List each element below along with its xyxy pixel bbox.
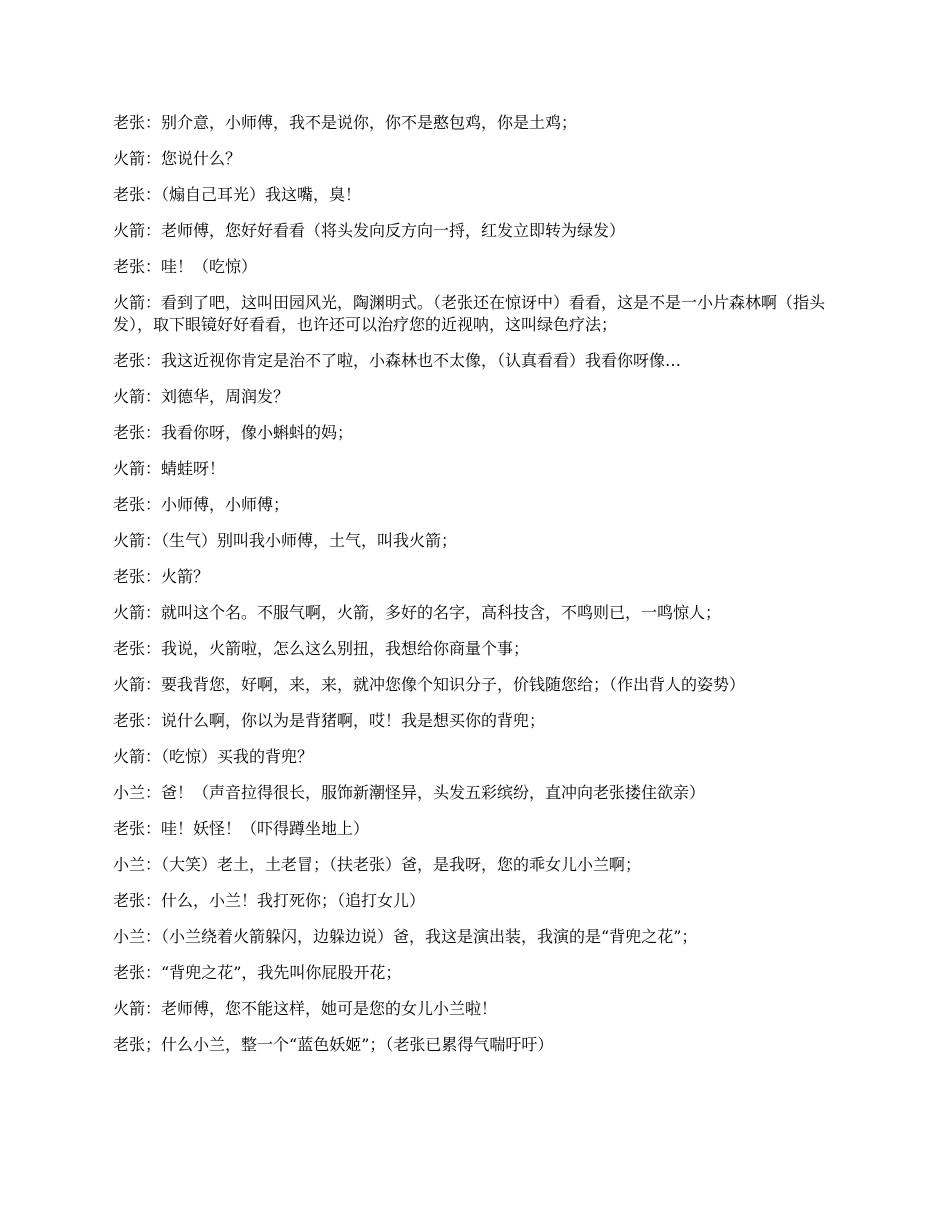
dialogue-line xyxy=(113,746,833,768)
dialogue-text: 说什么啊，你以为是背猪啊，哎！我是想买你的背兜； xyxy=(161,711,546,730)
dialogue-text: 哇！妖怪！（吓得蹲坐地上） xyxy=(161,819,370,838)
speaker-name: 火箭： xyxy=(113,149,162,168)
dialogue-text: 什么小兰，整一个“蓝色妖姬”；（老张已累得气喘吁吁） xyxy=(161,1035,554,1054)
speaker-name: 火箭： xyxy=(113,387,162,406)
speaker-name: 老张： xyxy=(113,963,162,982)
dialogue-text: 老师傅，您不能这样，她可是您的女儿小兰啦！ xyxy=(161,999,498,1018)
speaker-name: 火箭： xyxy=(113,531,162,550)
dialogue-line xyxy=(113,1034,833,1056)
dialogue-text: 我说，火箭啦，怎么这么别扭，我想给你商量个事； xyxy=(161,639,530,658)
dialogue-text: 您说什么？ xyxy=(161,149,242,168)
speaker-name: 老张： xyxy=(113,495,162,514)
dialogue-line xyxy=(113,854,833,876)
script-body xyxy=(113,112,833,1070)
dialogue-text: 小师傅，小师傅； xyxy=(161,495,290,514)
speaker-name: 火箭： xyxy=(113,675,162,694)
dialogue-line xyxy=(113,458,833,480)
dialogue-text: （吃惊）买我的背兜？ xyxy=(161,747,314,766)
dialogue-line xyxy=(113,256,833,278)
dialogue-text: 什么，小兰！我打死你；（追打女儿） xyxy=(161,891,426,910)
speaker-name: 老张： xyxy=(113,819,162,838)
dialogue-line xyxy=(113,998,833,1020)
dialogue-line xyxy=(113,422,833,444)
speaker-name: 火箭： xyxy=(113,999,162,1018)
dialogue-text: （生气）别叫我小师傅，土气，叫我火箭； xyxy=(161,531,458,550)
speaker-name: 小兰： xyxy=(113,855,162,874)
speaker-name: 老张； xyxy=(113,1035,162,1054)
dialogue-line xyxy=(113,148,833,170)
speaker-name: 老张： xyxy=(113,257,162,276)
dialogue-text: 老师傅，您好好看看（将头发向反方向一捋，红发立即转为绿发） xyxy=(161,221,626,240)
dialogue-line xyxy=(113,566,833,588)
dialogue-text: （大笑）老土，土老冒；（扶老张）爸，是我呀，您的乖女儿小兰啊； xyxy=(161,855,642,874)
dialogue-line xyxy=(113,530,833,552)
speaker-name: 老张： xyxy=(113,423,162,442)
speaker-name: 老张： xyxy=(113,567,162,586)
dialogue-line xyxy=(113,890,833,912)
dialogue-line xyxy=(113,494,833,516)
speaker-name: 小兰： xyxy=(113,783,162,802)
speaker-name: 火箭： xyxy=(113,459,162,478)
speaker-name: 老张： xyxy=(113,711,162,730)
speaker-name: 老张： xyxy=(113,351,162,370)
dialogue-text: （小兰绕着火箭躲闪，边躲边说）爸，我这是演出装，我演的是“背兜之花”； xyxy=(161,927,698,946)
dialogue-line xyxy=(113,926,833,948)
dialogue-line xyxy=(113,350,833,372)
dialogue-text: 火箭？ xyxy=(161,567,210,586)
dialogue-line xyxy=(113,112,833,134)
speaker-name: 火箭： xyxy=(113,603,162,622)
dialogue-line xyxy=(113,782,833,804)
dialogue-text: 要我背您，好啊，来，来，就冲您像个知识分子，价钱随您给；（作出背人的姿势） xyxy=(161,675,746,694)
dialogue-line xyxy=(113,674,833,696)
speaker-name: 老张： xyxy=(113,113,162,132)
dialogue-text: （煽自己耳光）我这嘴，臭！ xyxy=(161,185,362,204)
dialogue-line xyxy=(113,184,833,206)
speaker-name: 老张： xyxy=(113,891,162,910)
dialogue-line xyxy=(113,292,833,336)
dialogue-text: 刘德华，周润发？ xyxy=(161,387,290,406)
dialogue-line xyxy=(113,818,833,840)
dialogue-line xyxy=(113,386,833,408)
speaker-name: 火箭： xyxy=(113,747,162,766)
dialogue-text: 我看你呀，像小蝌蚪的妈； xyxy=(161,423,354,442)
dialogue-text: 哇！（吃惊） xyxy=(161,257,258,276)
speaker-name: 老张： xyxy=(113,185,162,204)
dialogue-text: 我这近视你肯定是治不了啦，小森林也不太像，（认真看看）我看你呀像… xyxy=(161,351,682,370)
dialogue-text: 看到了吧，这叫田园风光，陶渊明式。（老张还在惊讶中）看看，这是不是一小片森林啊（指头发），取下眼镜好好看看，也许还可以治疗您的近视呐，这叫绿色疗法； xyxy=(113,293,826,334)
dialogue-text: 就叫这个名。不服气啊，火箭，多好的名字，高科技含，不鸣则已，一鸣惊人； xyxy=(161,603,722,622)
dialogue-text: 爸！（声音拉得很长，服饰新潮怪异，头发五彩缤纷，直冲向老张搂住欲亲） xyxy=(161,783,706,802)
speaker-name: 老张： xyxy=(113,639,162,658)
speaker-name: 小兰： xyxy=(113,927,162,946)
dialogue-line xyxy=(113,638,833,660)
dialogue-line xyxy=(113,710,833,732)
dialogue-line xyxy=(113,220,833,242)
dialogue-line xyxy=(113,602,833,624)
dialogue-text: “背兜之花”，我先叫你屁股开花； xyxy=(161,963,402,982)
dialogue-text: 别介意，小师傅，我不是说你，你不是憨包鸡，你是土鸡； xyxy=(161,113,578,132)
speaker-name: 火箭： xyxy=(113,293,162,312)
dialogue-text: 蜻蛙呀！ xyxy=(161,459,226,478)
speaker-name: 火箭： xyxy=(113,221,162,240)
dialogue-line xyxy=(113,962,833,984)
